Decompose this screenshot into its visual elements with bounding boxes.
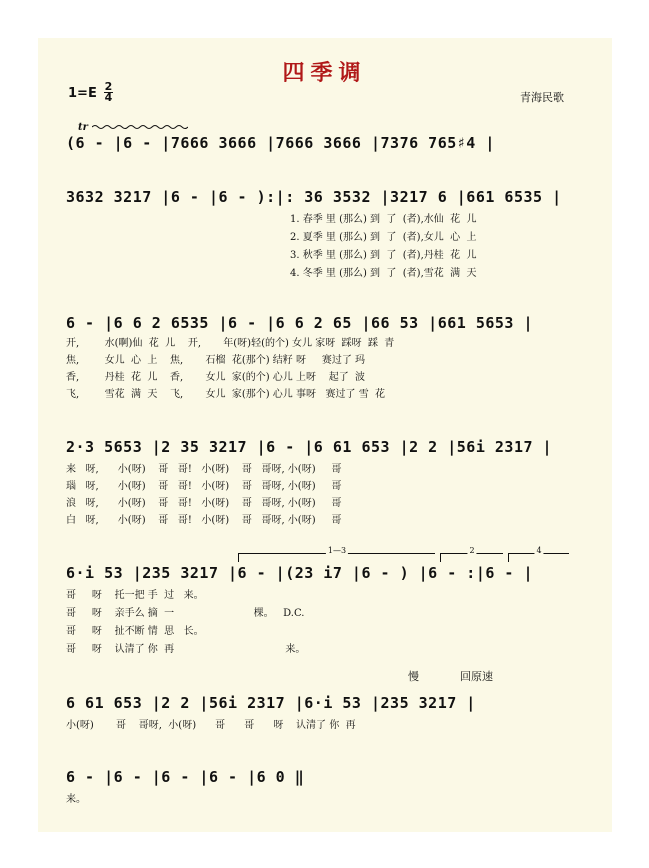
volta-2-label: 2 [469,546,475,555]
lyric-6-1: 小(呀) 哥 哥呀, 小(呀) 哥 哥 呀 认清了 你 再 [66,720,356,731]
music-line-6: 6 61 653 |2 2 |56i 2317 |6·i 53 |235 3217 | [66,694,476,712]
page-title: 四季调 [282,60,367,86]
lyric-2-2: 2. 夏季 里 (那么) 到 了 (者),女儿 心 上 [290,232,477,243]
volta-2 [440,546,503,562]
lyric-2-1: 1. 春季 里 (那么) 到 了 (者),水仙 花 儿 [290,214,477,225]
trill-mark: tr [78,122,88,133]
lyric-3-4: 飞, 雪花 满 天 飞, 女儿 家(那个) 心儿 事呀 赛过了 雪 花 [66,389,386,400]
music-line-5: 6·i 53 |235 3217 |6 - |(23 i7 |6 - ) |6 - :|6 - | [66,564,534,582]
volta-3-label: 4 [536,546,542,555]
lyric-5-3: 哥 呀 扯不断 情 思 长。 [66,626,204,637]
lyric-4-4: 白 呀, 小(呀) 哥 哥! 小(呀) 哥 哥呀, 小(呀) 哥 [66,515,342,526]
meter-bottom: 4 [104,91,113,104]
lyric-4-3: 浪 呀, 小(呀) 哥 哥! 小(呀) 哥 哥呀, 小(呀) 哥 [66,498,342,509]
lyric-4-1: 来 呀, 小(呀) 哥 哥! 小(呀) 哥 哥呀, 小(呀) 哥 [66,464,342,475]
lyric-3-2: 焦, 女儿 心 上 焦, 石榴 花(那个) 结籽 呀 赛过了 玛 [66,355,366,366]
tempo-slow: 慢 [408,670,419,683]
lyric-4-2: 瑙 呀, 小(呀) 哥 哥! 小(呀) 哥 哥呀, 小(呀) 哥 [66,481,342,492]
volta-1 [238,546,435,562]
music-line-4: 2·3 5653 |2 35 3217 |6 - |6 61 653 |2 2 |56i 2317 | [66,438,553,456]
volta-1-label: 1—3 [327,546,347,555]
tempo-return: 回原速 [460,670,493,683]
volta-3 [508,546,569,562]
lyric-2-4: 4. 冬季 里 (那么) 到 了 (者),雪花 满 天 [290,268,477,279]
music-line-7: 6 - |6 - |6 - |6 - |6 0 ‖ [66,768,305,786]
music-line-3: 6 - |6 6 2 6535 |6 - |6 6 2 65 |66 53 |661 5653 | [66,314,534,332]
lyric-5-1: 哥 呀 托一把 手 过 来。 [66,590,204,601]
song-credit: 青海民歌 [520,91,564,104]
lyric-7-1: 来。 [66,794,86,805]
time-signature [104,82,113,103]
music-line-2: 3632 3217 |6 - |6 - ):|: 36 3532 |3217 6 |661 6535 | [66,188,562,206]
lyric-3-1: 开, 水(啊)仙 花 儿 开, 年(呀)轻(的个) 女儿 家呀 踩呀 踩 青 [66,338,395,349]
trill-wave-icon [92,124,188,130]
lyric-2-3: 3. 秋季 里 (那么) 到 了 (者),丹桂 花 儿 [290,250,477,261]
lyric-3-3: 香, 丹桂 花 儿 香, 女儿 家(的个) 心儿 上呀 起了 波 [66,372,366,383]
music-line-1: (6 - |6 - |7666 3666 |7666 3666 |7376 765♯4 | [66,134,495,152]
lyric-5-4: 哥 呀 认清了 你 再 来。 [66,644,306,655]
meter-top: 2 [104,80,113,93]
lyric-5-2: 哥 呀 亲手么 摘 一 棵。 D.C. [66,608,305,619]
key-signature: 1=E [68,86,97,101]
